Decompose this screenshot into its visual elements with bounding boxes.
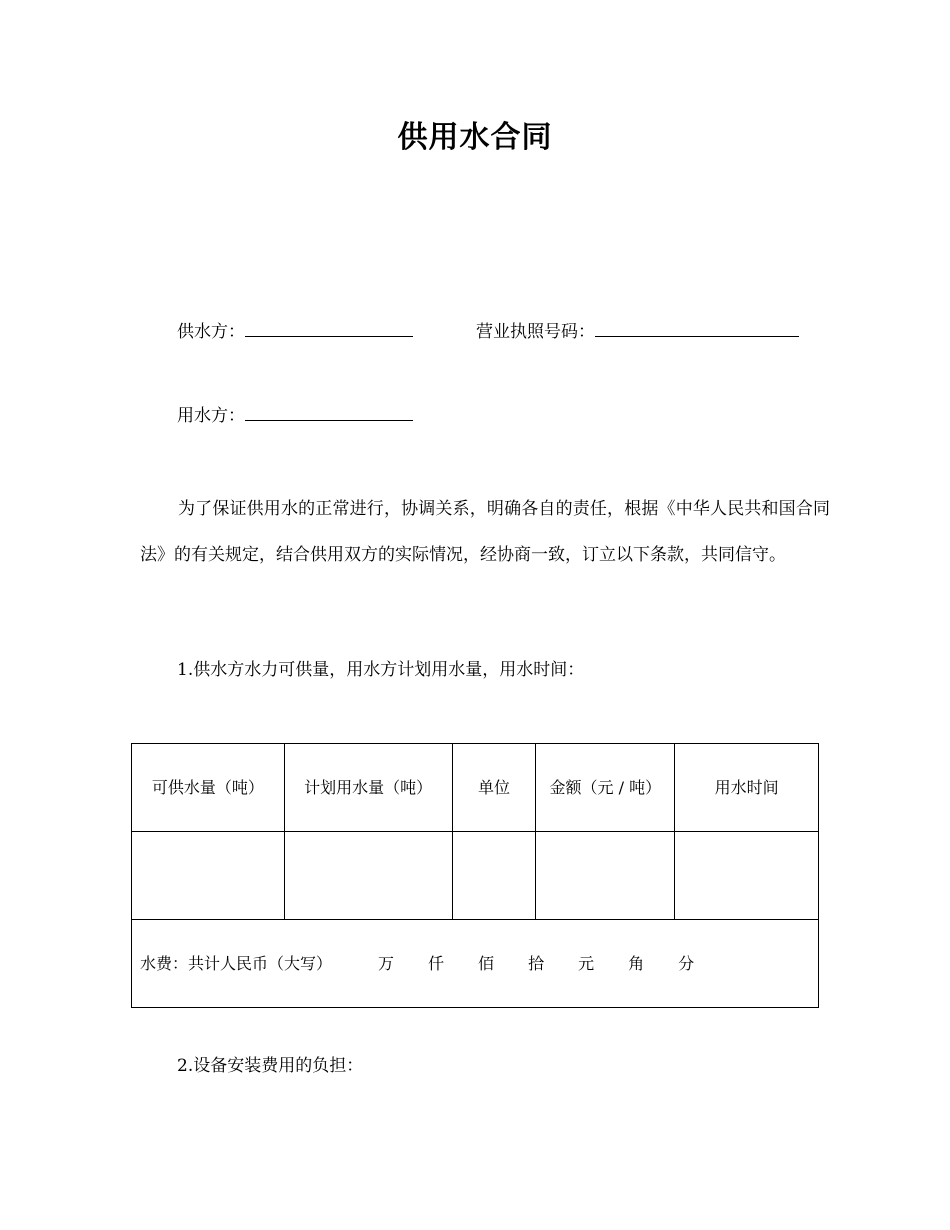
fee-label: 水费：共计人民币（大写） xyxy=(140,953,333,973)
clause-2: 2.设备安装费用的负担： xyxy=(177,1056,364,1076)
cell-supply-capacity[interactable] xyxy=(132,832,285,920)
supplier-blank[interactable] xyxy=(245,320,413,337)
license-line xyxy=(476,320,799,344)
document-title: 供用水合同 xyxy=(397,120,553,155)
fee-unit-yuan: 元 xyxy=(578,953,595,973)
clause-1: 1.供水方水力可供量，用水方计划用水量，用水时间： xyxy=(177,660,585,680)
fee-unit-bai: 佰 xyxy=(478,953,495,973)
fee-unit-wan: 万 xyxy=(378,953,395,973)
cell-unit[interactable] xyxy=(452,832,536,920)
fee-cell[interactable] xyxy=(132,920,819,1008)
header-supply-capacity: 可供水量（吨） xyxy=(132,744,285,832)
user-label: 用水方： xyxy=(177,406,245,426)
header-usage-time: 用水时间 xyxy=(675,744,819,832)
license-label: 营业执照号码： xyxy=(476,322,595,342)
fee-unit-shi: 拾 xyxy=(528,953,545,973)
table-header-row xyxy=(132,744,819,832)
fee-row xyxy=(132,920,819,1008)
user-blank[interactable] xyxy=(245,404,413,421)
supplier-line xyxy=(177,320,413,344)
fee-unit-fen: 分 xyxy=(678,953,695,973)
fee-unit-jiao: 角 xyxy=(628,953,645,973)
license-blank[interactable] xyxy=(595,320,799,337)
supplier-label: 供水方： xyxy=(177,322,245,342)
cell-planned-usage[interactable] xyxy=(284,832,452,920)
cell-usage-time[interactable] xyxy=(675,832,819,920)
fee-unit-qian: 仟 xyxy=(428,953,445,973)
table-row xyxy=(132,832,819,920)
user-line xyxy=(177,404,413,428)
intro-paragraph: 为了保证供用水的正常进行，协调关系，明确各自的责任，根据《中华人民共和国合同法》的有关规定，结合供用双方的实际情况，经协商一致，订立以下条款，共同信守。 xyxy=(140,499,830,565)
header-unit: 单位 xyxy=(452,744,536,832)
water-usage-table xyxy=(131,743,819,1008)
header-amount: 金额（元 / 吨） xyxy=(536,744,675,832)
header-planned-usage: 计划用水量（吨） xyxy=(284,744,452,832)
cell-amount[interactable] xyxy=(536,832,675,920)
